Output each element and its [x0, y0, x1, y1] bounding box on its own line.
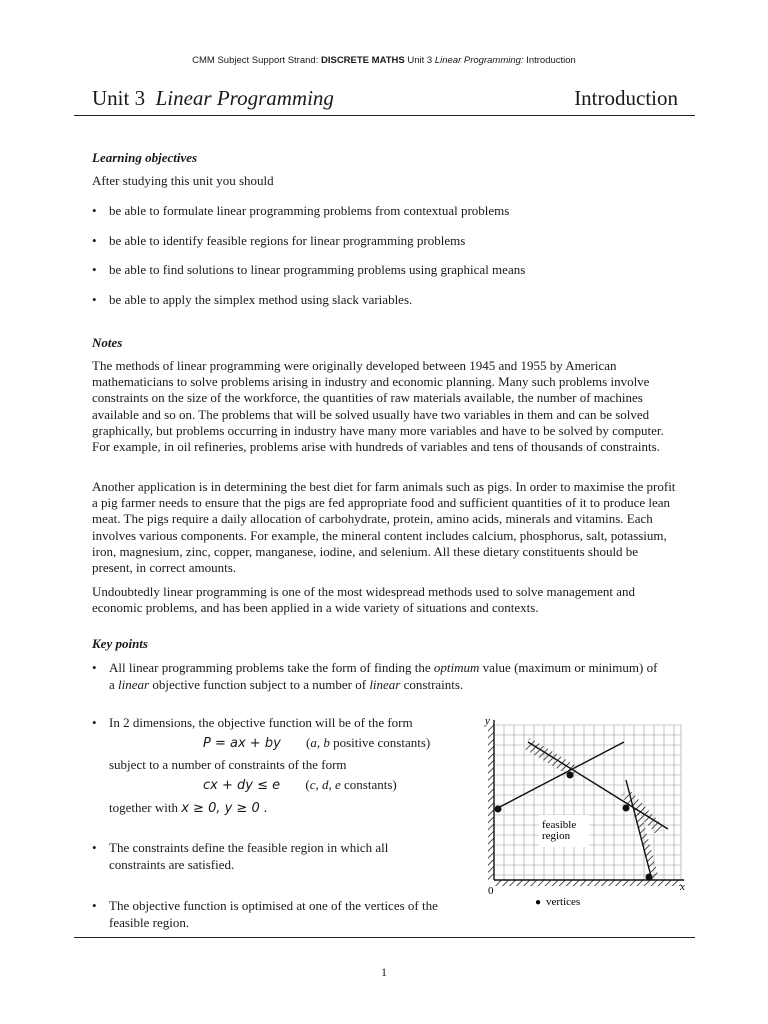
bullet-marker: •: [92, 233, 97, 248]
bullet-marker: •: [92, 898, 97, 913]
formula-nonnegativity: x ≥ 0, y ≥ 0 .: [181, 801, 268, 816]
keypoint-3-text: The constraints define the feasible region in which all constraints are satisfied.: [109, 840, 389, 872]
notes-paragraph-1: The methods of linear programming were originally developed between 1945 and 1955 by American mathematicians to solve problems arising in industry and economic planning. Many such problems involve constraints on the size of the workforce, the quantities of raw materials available, the number of machines available and so on. The problems that will be solved usually have two variables in them and can be solved graphically, but problems occurring in industry have many more variables and have to be solved by computer. For example, in oil refineries, problems arise with hundreds of variables and tens of thousands of constraints.: [92, 358, 664, 455]
keypoint-2-subject: subject to a number of constraints of the form: [109, 757, 347, 772]
feasible-region-diagram: [478, 712, 692, 912]
formula-constraint: cx + dy ≤ e: [203, 778, 281, 793]
unit-title: Linear Programming: [155, 86, 334, 110]
bullet-marker: •: [92, 840, 97, 855]
vertex: [646, 874, 653, 881]
vertex-legend-marker: ●: [535, 897, 542, 908]
page-number: 1: [381, 965, 387, 979]
keypoint-2-together: together with x ≥ 0, y ≥ 0 .: [109, 800, 268, 816]
formula-objective: P = ax + by: [203, 736, 281, 751]
running-header: [0, 55, 768, 66]
list-item-text: be able to identify feasible regions for linear programming problems: [109, 233, 466, 248]
bullet-marker: •: [92, 203, 97, 218]
region-label-line-2: region: [542, 830, 571, 842]
vertex: [623, 805, 630, 812]
running-topic: Linear Programming:: [434, 55, 524, 66]
y-axis-hatching: [488, 725, 494, 880]
learning-intro: After studying this unit you should: [92, 173, 274, 188]
notes-paragraph-3: Undoubtedly linear programming is one of the most widespread methods used to solve management and economic problems, and has been applied in a wide variety of situations and contexts.: [92, 584, 635, 616]
section-title: Introduction: [574, 86, 678, 110]
vertex-legend-label: vertices: [546, 896, 581, 908]
list-item-text: be able to find solutions to linear programming problems using graphical means: [109, 262, 526, 277]
bullet-marker: •: [92, 292, 97, 307]
keypoint-4-text: The objective function is optimised at one of the vertices of the feasible region.: [109, 898, 438, 930]
unit-label: Unit 3: [92, 86, 146, 110]
objective-formula: P = ax + by (a, b positive constants): [203, 735, 431, 751]
constraint-formula: cx + dy ≤ e (c, d, e constants): [203, 777, 397, 793]
learning-heading: Learning objectives: [92, 150, 198, 165]
constraint-line-2: [494, 742, 624, 810]
keypoint-1-text: All linear programming problems take the form of finding the optimum value (maximum or minimum) of a linear objective function subject to a number of linear constraints.: [109, 660, 658, 692]
notes-paragraph-2: Another application is in determining the best diet for farm animals such as pigs. In order to maximise the profit a pig farmer needs to ensure that the pigs are fed appropriate food and sufficient quantities of it to produce lean meat. The pigs require a daily allocation of carbohydrate, protein, amino acids, minerals and vitamins. Each involves various components. For example, the mineral content includes calcium, phosphorus, salt, potassium, iron, magnesium, zinc, copper, manganese, iodine, and selenium. All these dietary constituents should be present, in correct amounts.: [92, 479, 676, 576]
keypoint-2-intro: In 2 dimensions, the objective function will be of the form: [109, 715, 413, 730]
bullet-marker: •: [92, 715, 97, 730]
x-axis-label: x: [680, 881, 685, 893]
region-label-line-1: feasible: [542, 819, 577, 831]
y-axis-label: y: [485, 715, 490, 727]
keypoints-heading: Key points: [92, 636, 148, 651]
vertex: [495, 806, 502, 813]
origin-label: 0: [488, 885, 494, 897]
running-strand: DISCRETE MATHS: [320, 55, 405, 66]
bullet-marker: •: [92, 660, 97, 675]
page-title: [92, 86, 334, 111]
running-suffix: Introduction: [523, 55, 576, 66]
running-unit: Unit 3: [404, 55, 435, 66]
vertex: [567, 772, 574, 779]
x-axis-hatching: [494, 880, 681, 886]
bottom-divider: [74, 937, 695, 938]
list-item-text: be able to apply the simplex method using slack variables.: [109, 292, 413, 307]
bullet-marker: •: [92, 262, 97, 277]
running-prefix: CMM Subject Support Strand:: [192, 55, 321, 66]
top-divider: [74, 115, 695, 116]
list-item-text: be able to formulate linear programming problems from contextual problems: [109, 203, 510, 218]
notes-heading: Notes: [92, 335, 123, 350]
